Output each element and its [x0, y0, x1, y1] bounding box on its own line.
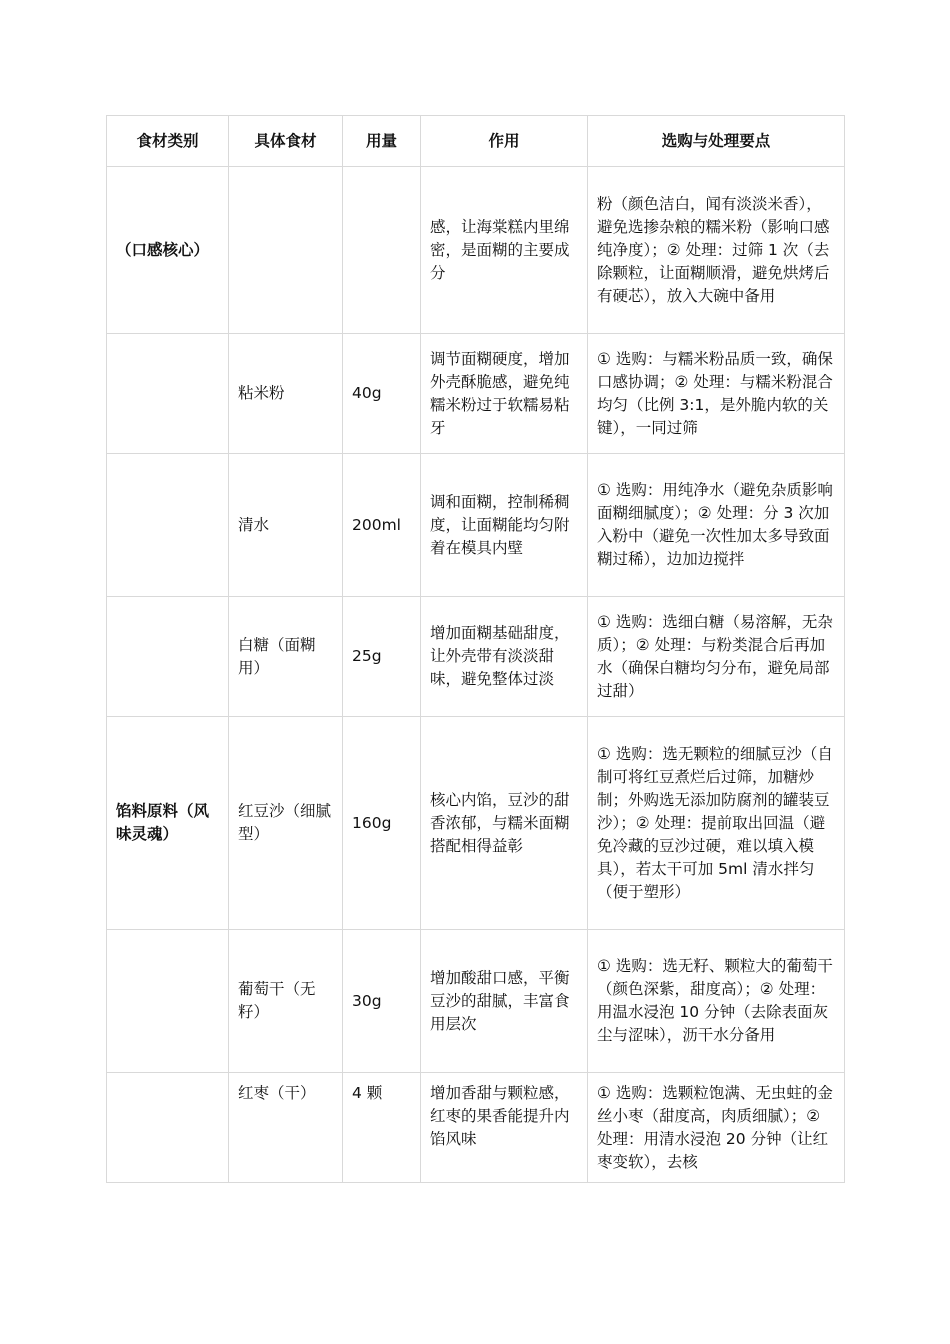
tips-cell: ① 选购：与糯米粉品质一致，确保口感协调；② 处理：与糯米粉混合均匀（比例 3:1，是外脆内软的关键），一同过筛	[588, 334, 845, 454]
amount-cell: 200ml	[343, 454, 421, 597]
ingredient-cell: 红豆沙（细腻型）	[229, 717, 343, 930]
amount-cell: 40g	[343, 334, 421, 454]
column-header-ingredient: 具体食材	[229, 116, 343, 167]
column-header-tips: 选购与处理要点	[588, 116, 845, 167]
purpose-cell: 核心内馅，豆沙的甜香浓郁，与糯米面糊搭配相得益彰	[421, 717, 588, 930]
tips-cell: ① 选购：选无颗粒的细腻豆沙（自制可将红豆煮烂后过筛，加糖炒制；外购选无添加防腐剂的罐装豆沙）；② 处理：提前取出回温（避免冷藏的豆沙过硬，难以填入模具），若太干可加 5ml 清水拌匀（便于塑形）	[588, 717, 845, 930]
category-cell	[107, 930, 229, 1073]
ingredients-table	[106, 115, 845, 1183]
table-row	[107, 597, 845, 717]
amount-cell: 4 颗	[343, 1073, 421, 1183]
category-cell: 馅料原料（风味灵魂）	[107, 717, 229, 930]
table-row	[107, 334, 845, 454]
ingredient-cell: 葡萄干（无籽）	[229, 930, 343, 1073]
tips-cell: 粉（颜色洁白，闻有淡淡米香），避免选掺杂粮的糯米粉（影响口感纯净度）；② 处理：过筛 1 次（去除颗粒，让面糊顺滑，避免烘烤后有硬芯），放入大碗中备用	[588, 167, 845, 334]
category-cell	[107, 454, 229, 597]
ingredient-cell	[229, 167, 343, 334]
amount-cell: 30g	[343, 930, 421, 1073]
tips-cell: ① 选购：用纯净水（避免杂质影响面糊细腻度）；② 处理：分 3 次加入粉中（避免一次性加太多导致面糊过稀），边加边搅拌	[588, 454, 845, 597]
amount-cell: 160g	[343, 717, 421, 930]
amount-cell: 25g	[343, 597, 421, 717]
column-header-purpose: 作用	[421, 116, 588, 167]
column-header-amount: 用量	[343, 116, 421, 167]
purpose-cell: 感，让海棠糕内里绵密，是面糊的主要成分	[421, 167, 588, 334]
category-cell	[107, 1073, 229, 1183]
purpose-cell: 调节面糊硬度，增加外壳酥脆感，避免纯糯米粉过于软糯易粘牙	[421, 334, 588, 454]
purpose-cell: 增加面糊基础甜度，让外壳带有淡淡甜味，避免整体过淡	[421, 597, 588, 717]
purpose-cell: 调和面糊，控制稀稠度，让面糊能均匀附着在模具内壁	[421, 454, 588, 597]
table-row	[107, 717, 845, 930]
purpose-cell: 增加香甜与颗粒感，红枣的果香能提升内馅风味	[421, 1073, 588, 1183]
category-cell	[107, 597, 229, 717]
ingredient-cell: 粘米粉	[229, 334, 343, 454]
tips-cell: ① 选购：选颗粒饱满、无虫蛀的金丝小枣（甜度高，肉质细腻）；② 处理：用清水浸泡 20 分钟（让红枣变软），去核	[588, 1073, 845, 1183]
column-header-category: 食材类别	[107, 116, 229, 167]
table-row	[107, 1073, 845, 1183]
table-header-row	[107, 116, 845, 167]
table-row	[107, 167, 845, 334]
ingredient-cell: 红枣（干）	[229, 1073, 343, 1183]
purpose-cell: 增加酸甜口感，平衡豆沙的甜腻，丰富食用层次	[421, 930, 588, 1073]
table-row	[107, 930, 845, 1073]
tips-cell: ① 选购：选无籽、颗粒大的葡萄干（颜色深紫，甜度高）；② 处理：用温水浸泡 10 分钟（去除表面灰尘与涩味），沥干水分备用	[588, 930, 845, 1073]
tips-cell: ① 选购：选细白糖（易溶解，无杂质）；② 处理：与粉类混合后再加水（确保白糖均匀分布，避免局部过甜）	[588, 597, 845, 717]
category-cell: （口感核心）	[107, 167, 229, 334]
ingredient-cell: 白糖（面糊用）	[229, 597, 343, 717]
ingredient-cell: 清水	[229, 454, 343, 597]
category-cell	[107, 334, 229, 454]
amount-cell	[343, 167, 421, 334]
table-row	[107, 454, 845, 597]
